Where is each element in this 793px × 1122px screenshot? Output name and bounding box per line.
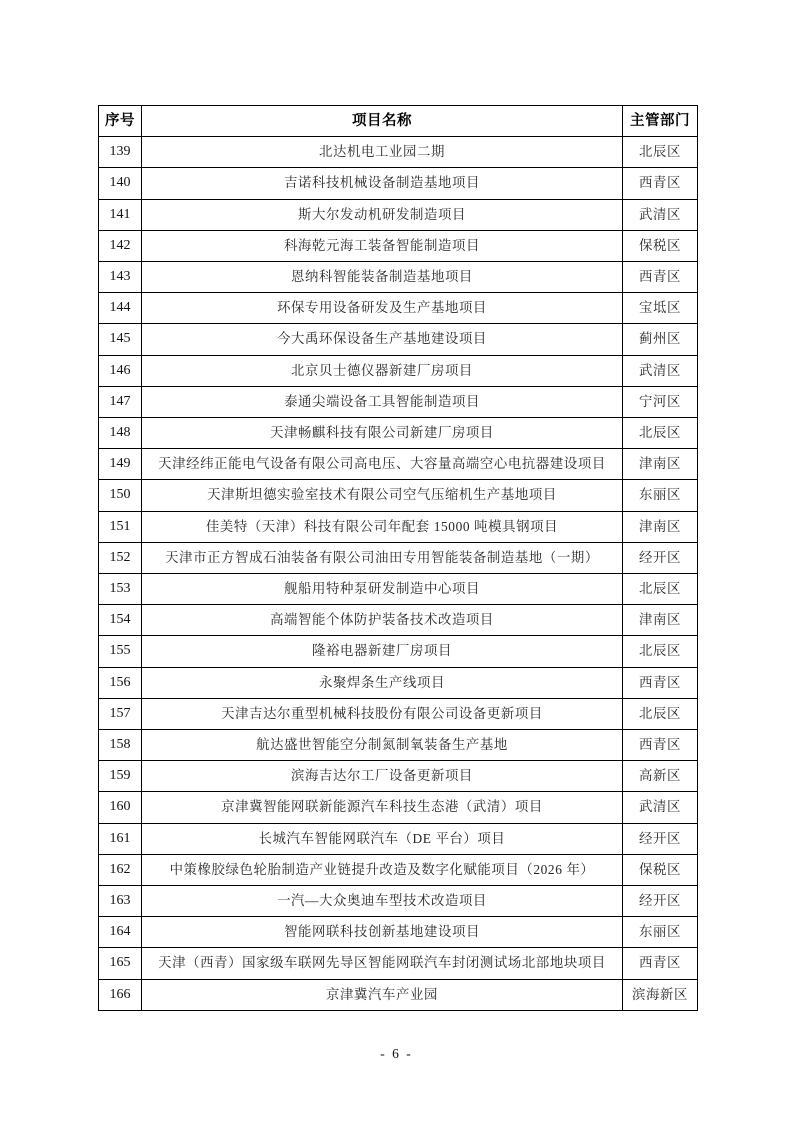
cell-department: 东丽区 [623,480,698,511]
cell-sequence: 148 [99,418,142,449]
cell-department: 宝坻区 [623,293,698,324]
cell-project-name: 恩纳科智能装备制造基地项目 [142,262,623,293]
table-row [99,480,698,511]
cell-department: 西青区 [623,168,698,199]
cell-department: 保税区 [623,854,698,885]
cell-sequence: 161 [99,823,142,854]
table-row [99,511,698,542]
cell-project-name: 环保专用设备研发及生产基地项目 [142,293,623,324]
table-row [99,698,698,729]
cell-sequence: 140 [99,168,142,199]
cell-department: 津南区 [623,605,698,636]
cell-project-name: 泰通尖端设备工具智能制造项目 [142,386,623,417]
cell-sequence: 157 [99,698,142,729]
cell-project-name: 滨海吉达尔工厂设备更新项目 [142,761,623,792]
cell-department: 武清区 [623,792,698,823]
cell-sequence: 146 [99,355,142,386]
table-row [99,449,698,480]
cell-sequence: 145 [99,324,142,355]
table-row [99,386,698,417]
cell-department: 西青区 [623,667,698,698]
cell-sequence: 163 [99,886,142,917]
table-row [99,761,698,792]
cell-project-name: 天津经纬正能电气设备有限公司高电压、大容量高端空心电抗器建设项目 [142,449,623,480]
cell-sequence: 147 [99,386,142,417]
cell-department: 东丽区 [623,917,698,948]
cell-project-name: 京津冀智能网联新能源汽车科技生态港（武清）项目 [142,792,623,823]
cell-sequence: 158 [99,730,142,761]
cell-sequence: 153 [99,574,142,605]
cell-department: 西青区 [623,730,698,761]
table-row [99,605,698,636]
cell-project-name: 长城汽车智能网联汽车（DE 平台）项目 [142,823,623,854]
cell-sequence: 139 [99,137,142,168]
cell-department: 北辰区 [623,636,698,667]
table-row [99,262,698,293]
cell-project-name: 隆裕电器新建厂房项目 [142,636,623,667]
cell-project-name: 科海乾元海工装备智能制造项目 [142,230,623,261]
table-row [99,854,698,885]
table-row [99,730,698,761]
cell-sequence: 151 [99,511,142,542]
cell-project-name: 斯大尔发动机研发制造项目 [142,199,623,230]
cell-department: 武清区 [623,355,698,386]
cell-department: 经开区 [623,542,698,573]
cell-department: 经开区 [623,823,698,854]
column-header-project-name: 项目名称 [142,106,623,137]
column-header-sequence: 序号 [99,106,142,137]
table-row [99,418,698,449]
table-row [99,355,698,386]
cell-project-name: 北京贝士德仪器新建厂房项目 [142,355,623,386]
table-header-row [99,106,698,137]
cell-sequence: 150 [99,480,142,511]
cell-sequence: 164 [99,917,142,948]
cell-department: 北辰区 [623,137,698,168]
cell-sequence: 155 [99,636,142,667]
cell-department: 宁河区 [623,386,698,417]
table-row [99,948,698,979]
cell-project-name: 天津市正方智成石油装备有限公司油田专用智能装备制造基地（一期） [142,542,623,573]
table-row [99,886,698,917]
cell-sequence: 144 [99,293,142,324]
cell-project-name: 舰船用特种泵研发制造中心项目 [142,574,623,605]
cell-sequence: 149 [99,449,142,480]
cell-project-name: 北达机电工业园二期 [142,137,623,168]
cell-sequence: 154 [99,605,142,636]
cell-project-name: 今大禹环保设备生产基地建设项目 [142,324,623,355]
table-row [99,324,698,355]
table-row [99,542,698,573]
table-row [99,792,698,823]
cell-sequence: 165 [99,948,142,979]
cell-department: 保税区 [623,230,698,261]
cell-sequence: 156 [99,667,142,698]
cell-project-name: 天津吉达尔重型机械科技股份有限公司设备更新项目 [142,698,623,729]
cell-project-name: 中策橡胶绿色轮胎制造产业链提升改造及数字化赋能项目（2026 年） [142,854,623,885]
cell-project-name: 永聚焊条生产线项目 [142,667,623,698]
cell-project-name: 天津斯坦德实验室技术有限公司空气压缩机生产基地项目 [142,480,623,511]
table-row [99,823,698,854]
table-row [99,293,698,324]
cell-sequence: 141 [99,199,142,230]
cell-project-name: 吉诺科技机械设备制造基地项目 [142,168,623,199]
project-listing-table [98,105,698,1011]
cell-department: 西青区 [623,948,698,979]
project-listing-table-container [98,105,697,1011]
table-row [99,667,698,698]
cell-project-name: 京津冀汽车产业园 [142,979,623,1010]
cell-sequence: 142 [99,230,142,261]
page-footer: - 6 - [380,1046,413,1061]
table-row [99,230,698,261]
cell-project-name: 天津（西青）国家级车联网先导区智能网联汽车封闭测试场北部地块项目 [142,948,623,979]
cell-sequence: 162 [99,854,142,885]
table-row [99,574,698,605]
cell-department: 北辰区 [623,574,698,605]
cell-sequence: 152 [99,542,142,573]
table-row [99,917,698,948]
column-header-department: 主管部门 [623,106,698,137]
cell-sequence: 160 [99,792,142,823]
cell-department: 蓟州区 [623,324,698,355]
cell-department: 西青区 [623,262,698,293]
table-body [99,137,698,1011]
cell-department: 北辰区 [623,418,698,449]
cell-department: 津南区 [623,449,698,480]
cell-department: 武清区 [623,199,698,230]
cell-project-name: 一汽—大众奥迪车型技术改造项目 [142,886,623,917]
table-row [99,199,698,230]
cell-project-name: 天津畅麒科技有限公司新建厂房项目 [142,418,623,449]
cell-department: 滨海新区 [623,979,698,1010]
cell-project-name: 高端智能个体防护装备技术改造项目 [142,605,623,636]
cell-sequence: 143 [99,262,142,293]
cell-department: 津南区 [623,511,698,542]
cell-project-name: 航达盛世智能空分制氮制氧装备生产基地 [142,730,623,761]
cell-project-name: 智能网联科技创新基地建设项目 [142,917,623,948]
cell-department: 高新区 [623,761,698,792]
cell-sequence: 166 [99,979,142,1010]
table-row [99,636,698,667]
cell-sequence: 159 [99,761,142,792]
table-row [99,979,698,1010]
cell-department: 北辰区 [623,698,698,729]
table-row [99,137,698,168]
table-header [99,106,698,137]
cell-department: 经开区 [623,886,698,917]
table-row [99,168,698,199]
cell-project-name: 佳美特（天津）科技有限公司年配套 15000 吨模具钢项目 [142,511,623,542]
